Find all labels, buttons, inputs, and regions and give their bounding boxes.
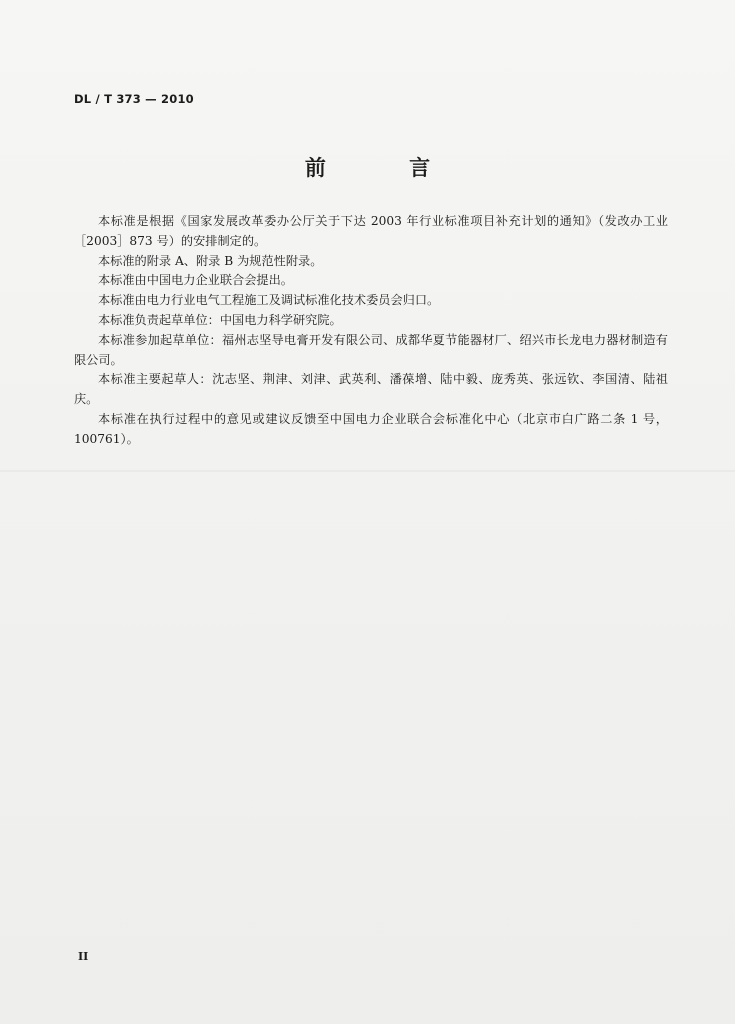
preface-body xyxy=(74,212,668,450)
preface-paragraph: 本标准由中国电力企业联合会提出。 xyxy=(98,273,293,288)
paper-crease xyxy=(0,470,735,472)
preface-paragraph: 本标准是根据《国家发展改革委办公厅关于下达 2003 年行业标准项目补充计划的通知》（发改办工业［2003］873 号）的安排制定的。 xyxy=(74,214,668,248)
preface-paragraph: 本标准在执行过程中的意见或建议反馈至中国电力企业联合会标准化中心（北京市白广路二条 1 号，100761）。 xyxy=(74,411,668,446)
page-title: 前 言 xyxy=(304,156,469,180)
preface-paragraph: 本标准主要起草人：沈志坚、荆津、刘津、武英利、潘葆增、陆中毅、庞秀英、张远钦、李国清、陆祖庆。 xyxy=(74,372,668,407)
page-number: II xyxy=(78,950,89,963)
preface-paragraph: 本标准负责起草单位：中国电力科学研究院。 xyxy=(98,312,342,327)
standard-code: DL / T 373 — 2010 xyxy=(74,92,194,106)
preface-paragraph: 本标准由电力行业电气工程施工及调试标准化技术委员会归口。 xyxy=(98,293,440,308)
preface-paragraph: 本标准参加起草单位：福州志坚导电膏开发有限公司、成都华夏节能器材厂、绍兴市长龙电力器材制造有限公司。 xyxy=(74,332,668,367)
preface-paragraph: 本标准的附录 A、附录 B 为规范性附录。 xyxy=(98,253,323,268)
